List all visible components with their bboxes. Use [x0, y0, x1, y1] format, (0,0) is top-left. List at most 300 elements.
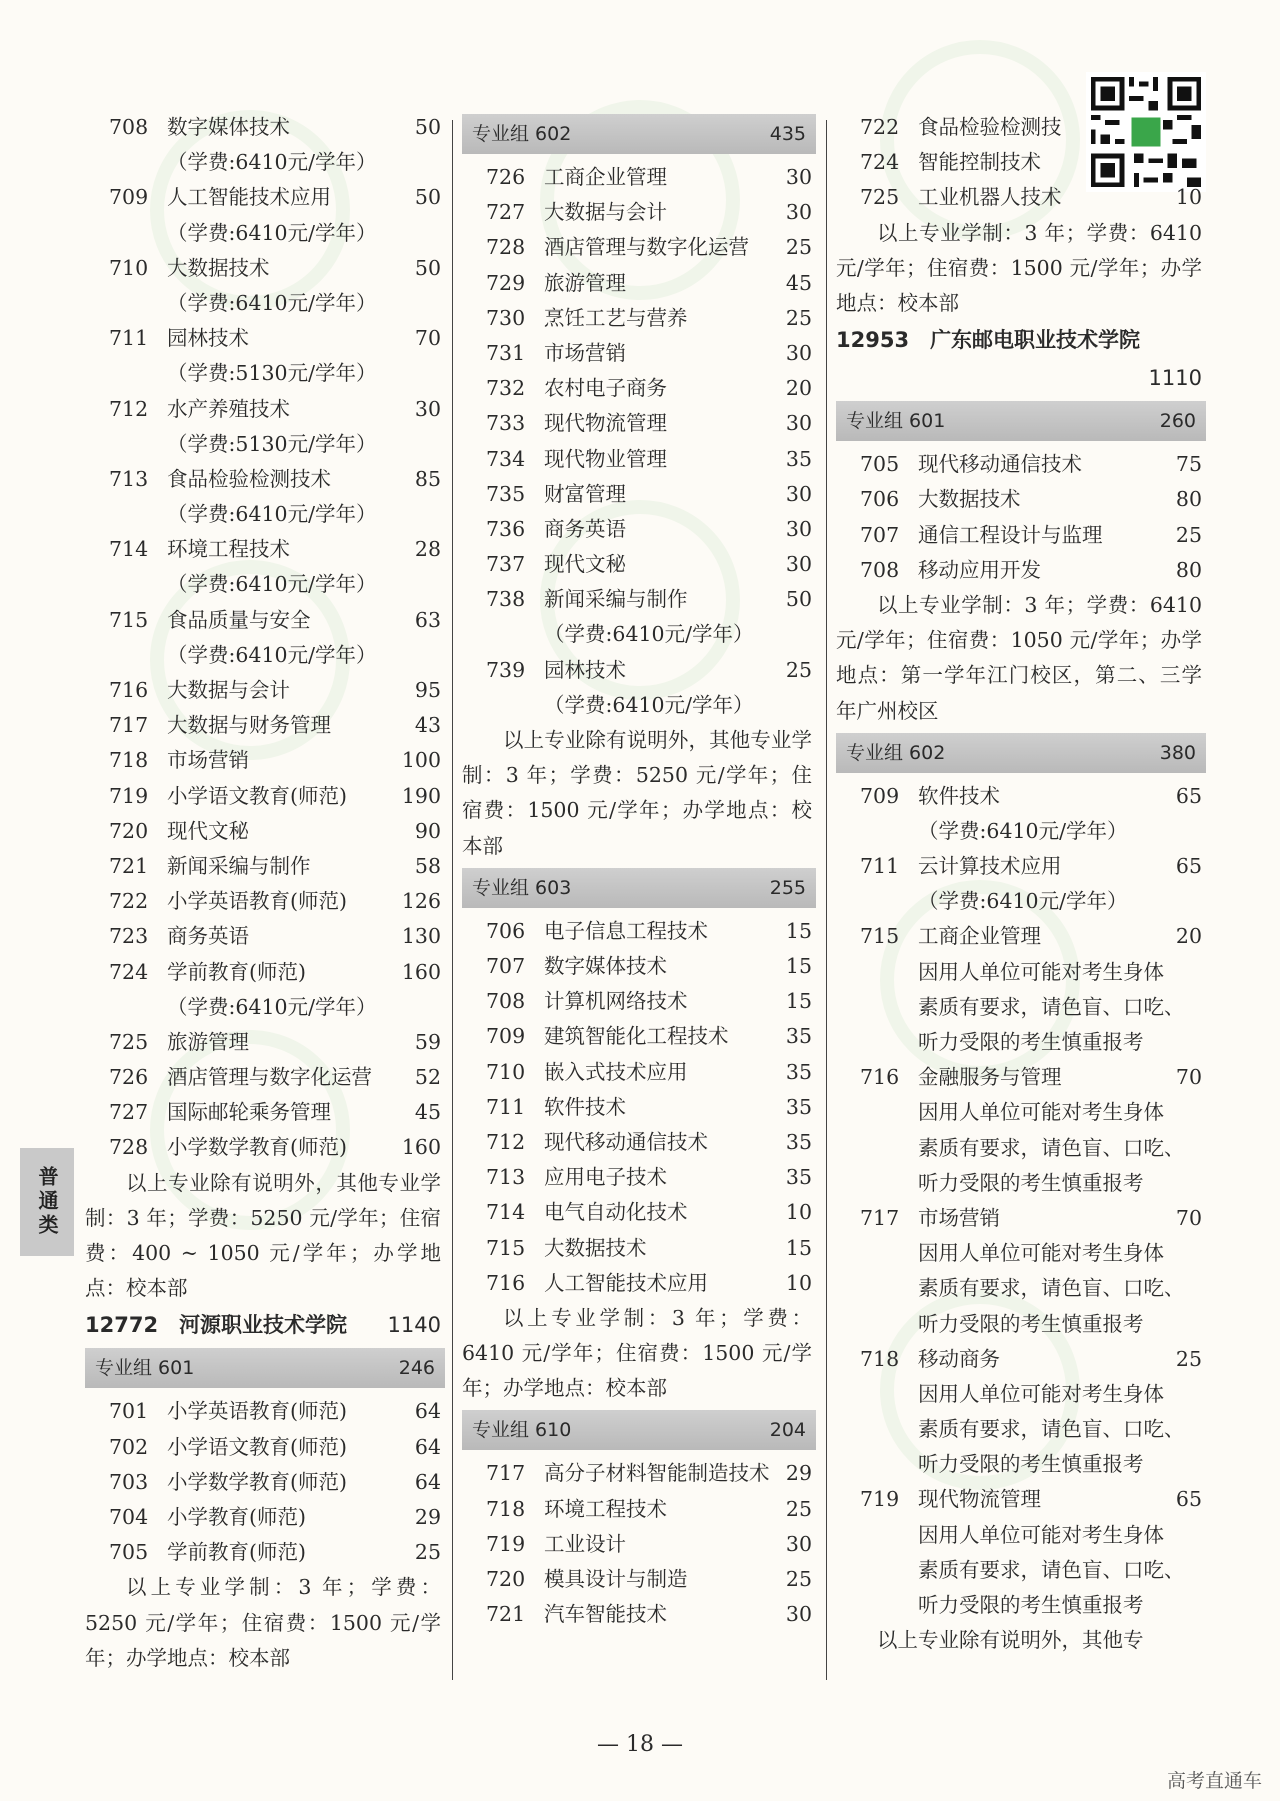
enrollment-count: 10 [785, 1270, 812, 1295]
group-label: 专业组 603 [472, 876, 572, 899]
table-row [836, 1060, 1206, 1095]
enrollment-count: 126 [401, 889, 441, 914]
program-code: 706 [860, 487, 900, 512]
enrollment-count: 75 [1175, 452, 1202, 477]
program-code: 712 [109, 396, 149, 421]
program-name: 市场营销 [167, 748, 249, 773]
tuition-note: （学费:6410元/学年） [918, 818, 1128, 843]
restriction-note: 因用人单位可能对考生身体 [918, 1522, 1164, 1547]
enrollment-count: 25 [1175, 522, 1202, 547]
program-code: 718 [860, 1346, 900, 1371]
enrollment-count: 190 [401, 783, 441, 808]
group-label: 专业组 602 [846, 741, 946, 764]
enrollment-count: 52 [414, 1065, 441, 1090]
program-name: 商务英语 [544, 516, 626, 541]
college-quota: 1110 [1148, 366, 1202, 391]
program-name: 现代物流管理 [918, 1487, 1041, 1512]
enrollment-count: 45 [414, 1100, 441, 1125]
enrollment-count: 29 [785, 1461, 812, 1486]
program-note: 以上专业学制：3 年；学费：6410 元/学年；住宿费：1500 元/学年；办学地点：校本部 [836, 220, 1202, 315]
enrollment-count: 25 [785, 1567, 812, 1592]
program-code: 713 [109, 466, 149, 491]
table-row [462, 406, 816, 441]
table-row [85, 849, 445, 884]
program-code: 710 [109, 255, 149, 280]
table-row [85, 1430, 445, 1465]
enrollment-count: 35 [785, 1059, 812, 1084]
table-row [462, 1160, 816, 1195]
table-row [462, 1195, 816, 1230]
table-row [85, 462, 445, 497]
group-label: 专业组 610 [472, 1419, 572, 1442]
program-code: 719 [109, 783, 149, 808]
program-code: 732 [486, 376, 526, 401]
table-row [462, 301, 816, 336]
restriction-note: 听力受限的考生慎重报考 [918, 1170, 1144, 1195]
table-row [836, 849, 1206, 884]
table-row [462, 1055, 816, 1090]
program-name: 通信工程设计与监理 [918, 522, 1103, 547]
table-row [85, 392, 445, 427]
table-row [836, 1201, 1206, 1236]
column-2 [462, 110, 816, 1632]
program-name: 学前教育(师范) [167, 1540, 306, 1565]
program-code: 714 [486, 1200, 526, 1225]
tuition-note: （学费:6410元/学年） [544, 692, 754, 717]
enrollment-count: 10 [785, 1200, 812, 1225]
program-name: 农村电子商务 [544, 376, 667, 401]
program-code: 717 [486, 1461, 526, 1486]
program-name: 软件技术 [544, 1094, 626, 1119]
program-name: 移动商务 [918, 1346, 1000, 1371]
program-name: 园林技术 [544, 657, 626, 682]
college-header [836, 321, 1206, 397]
table-row [85, 180, 445, 215]
table-row [85, 779, 445, 814]
table-row [836, 518, 1206, 553]
table-row [462, 266, 816, 301]
table-row [85, 884, 445, 919]
enrollment-count: 130 [401, 924, 441, 949]
enrollment-count: 160 [401, 1135, 441, 1160]
enrollment-count: 15 [785, 1235, 812, 1260]
program-name: 小学语文教育(师范) [167, 783, 347, 808]
college-name: 河源职业技术学院 [179, 1313, 348, 1338]
program-code: 711 [486, 1094, 526, 1119]
enrollment-count: 15 [785, 989, 812, 1014]
enrollment-count: 30 [785, 481, 812, 506]
group-label: 专业组 601 [846, 410, 946, 433]
table-row [462, 1562, 816, 1597]
program-name: 食品检验检测技术 [167, 466, 331, 491]
program-name: 工商企业管理 [918, 924, 1041, 949]
group-quota: 260 [1159, 410, 1196, 433]
program-code: 707 [486, 954, 526, 978]
enrollment-count: 35 [785, 446, 812, 471]
table-row [85, 814, 445, 849]
program-name: 大数据技术 [918, 487, 1021, 512]
program-name: 小学数学教育(师范) [167, 1469, 347, 1494]
program-code: 709 [486, 1024, 526, 1049]
program-code: 719 [860, 1487, 900, 1512]
enrollment-count: 15 [785, 918, 812, 943]
program-name: 软件技术 [918, 783, 1000, 808]
enrollment-count: 15 [785, 954, 812, 978]
program-name: 电子信息工程技术 [544, 918, 708, 943]
restriction-note: 因用人单位可能对考生身体 [918, 1241, 1164, 1266]
group-quota: 435 [769, 123, 806, 145]
table-row [85, 1060, 445, 1095]
program-code: 715 [486, 1235, 526, 1260]
program-name: 金融服务与管理 [918, 1065, 1062, 1090]
enrollment-count: 35 [785, 1024, 812, 1049]
program-name: 新闻采编与制作 [544, 587, 688, 612]
table-row [462, 1125, 816, 1160]
table-row [462, 582, 816, 617]
program-name: 大数据与财务管理 [167, 713, 331, 738]
program-name: 小学数学教育(师范) [167, 1135, 347, 1160]
enrollment-count: 65 [1175, 854, 1202, 879]
program-name: 电气自动化技术 [544, 1200, 688, 1225]
tuition-note: （学费:6410元/学年） [544, 622, 754, 647]
enrollment-count: 50 [414, 255, 441, 280]
table-row [836, 553, 1206, 588]
enrollment-count: 25 [785, 235, 812, 260]
program-code: 719 [486, 1531, 526, 1556]
enrollment-count: 20 [1175, 924, 1202, 949]
program-code: 733 [486, 411, 526, 436]
enrollment-count: 64 [414, 1469, 441, 1494]
program-code: 708 [109, 115, 149, 139]
enrollment-count: 30 [785, 552, 812, 577]
program-name: 新闻采编与制作 [167, 853, 311, 878]
college-code: 12772 [85, 1313, 159, 1338]
enrollment-count: 30 [785, 1602, 812, 1627]
program-code: 716 [860, 1065, 900, 1090]
table-row [85, 1130, 445, 1165]
restriction-note: 素质有要求，请色盲、口吃、 [918, 1557, 1185, 1582]
table-row [462, 512, 816, 547]
enrollment-count: 30 [414, 396, 441, 421]
restriction-note: 因用人单位可能对考生身体 [918, 1100, 1164, 1125]
enrollment-count: 65 [1175, 1487, 1202, 1512]
program-name: 环境工程技术 [544, 1496, 667, 1521]
restriction-note: 素质有要求，请色盲、口吃、 [918, 1276, 1185, 1301]
enrollment-count: 50 [785, 587, 812, 612]
program-note: 以上专业学制：3 年；学费：6410 元/学年；住宿费：1050 元/学年；办学地点：第一学年江门校区，第二、三学年广州校区 [836, 592, 1202, 723]
enrollment-count: 28 [414, 537, 441, 562]
program-name: 现代物业管理 [544, 446, 667, 471]
program-code: 709 [109, 185, 149, 210]
program-name: 工业设计 [544, 1531, 626, 1556]
program-note: 以上专业学制：3 年；学费：5250 元/学年；住宿费：1500 元/学年；办学地点：校本部 [85, 1575, 441, 1670]
restriction-note: 听力受限的考生慎重报考 [918, 1593, 1144, 1618]
table-row [462, 336, 816, 371]
table-row [462, 1527, 816, 1562]
program-code: 718 [109, 748, 149, 773]
program-code: 705 [109, 1540, 149, 1565]
enrollment-count: 25 [785, 305, 812, 330]
program-code: 728 [109, 1135, 149, 1160]
program-name: 食品质量与安全 [167, 607, 311, 632]
enrollment-count: 30 [785, 516, 812, 541]
table-row [462, 371, 816, 406]
table-row [462, 1231, 816, 1266]
restriction-note: 素质有要求，请色盲、口吃、 [918, 1417, 1185, 1442]
program-name: 烹饪工艺与营养 [544, 305, 688, 330]
program-code: 724 [109, 959, 149, 984]
program-code: 726 [109, 1065, 149, 1090]
program-code: 727 [109, 1100, 149, 1125]
program-name: 现代文秘 [544, 552, 626, 577]
enrollment-count: 100 [401, 748, 441, 773]
program-name: 环境工程技术 [167, 537, 290, 562]
program-name: 旅游管理 [544, 270, 626, 295]
program-code: 734 [486, 446, 526, 471]
table-row [836, 1482, 1206, 1517]
enrollment-count: 10 [1175, 185, 1202, 210]
program-code: 739 [486, 657, 526, 682]
program-code: 712 [486, 1129, 526, 1154]
program-code: 716 [109, 678, 149, 702]
tuition-note: （学费:6410元/学年） [167, 290, 377, 315]
group-quota: 255 [769, 876, 806, 899]
table-row [85, 919, 445, 954]
enrollment-count: 64 [414, 1434, 441, 1459]
tuition-note: （学费:6410元/学年） [167, 502, 377, 527]
table-row [462, 477, 816, 512]
table-row [836, 110, 1206, 145]
program-code: 721 [109, 853, 149, 878]
program-code: 735 [486, 481, 526, 506]
enrollment-count: 160 [401, 959, 441, 984]
enrollment-count: 43 [414, 713, 441, 738]
enrollment-count: 70 [1175, 1065, 1202, 1090]
enrollment-count: 80 [1175, 487, 1202, 512]
program-name: 现代物流管理 [544, 411, 667, 436]
program-name: 学前教育(师范) [167, 959, 306, 984]
program-note: 以上专业除有说明外，其他专 [877, 1628, 1144, 1653]
table-row [85, 1465, 445, 1500]
program-name: 汽车智能技术 [544, 1602, 667, 1627]
program-code: 720 [109, 818, 149, 843]
group-header [836, 401, 1206, 441]
program-name: 园林技术 [167, 326, 249, 351]
group-header [462, 1410, 816, 1450]
program-code: 722 [109, 889, 149, 914]
program-name: 旅游管理 [167, 1029, 249, 1054]
program-name: 现代移动通信技术 [544, 1129, 708, 1154]
program-name: 计算机网络技术 [544, 989, 688, 1014]
college-quota: 1140 [387, 1313, 441, 1338]
table-row [85, 251, 445, 286]
enrollment-count: 35 [785, 1129, 812, 1154]
table-row [462, 949, 816, 984]
program-name: 水产养殖技术 [167, 396, 290, 421]
program-code: 705 [860, 452, 900, 477]
program-name: 大数据与会计 [167, 678, 290, 702]
column-3 [836, 110, 1206, 1658]
program-name: 人工智能技术应用 [167, 185, 331, 210]
enrollment-count: 25 [1175, 1346, 1202, 1371]
column-divider [826, 120, 827, 1680]
college-header [85, 1306, 445, 1344]
program-name: 小学英语教育(师范) [167, 889, 347, 914]
enrollment-count: 50 [414, 185, 441, 210]
enrollment-count: 25 [785, 1496, 812, 1521]
enrollment-count: 25 [414, 1540, 441, 1565]
program-code: 730 [486, 305, 526, 330]
table-row [462, 1456, 816, 1491]
table-row [836, 482, 1206, 517]
enrollment-count: 30 [785, 340, 812, 365]
enrollment-count: 50 [414, 115, 441, 139]
page-number: — 18 — [597, 1732, 683, 1757]
table-row [85, 321, 445, 356]
enrollment-count: 30 [785, 165, 812, 189]
program-name: 高分子材料智能制造技术 [544, 1461, 770, 1486]
program-name: 现代移动通信技术 [918, 452, 1082, 477]
program-name: 应用电子技术 [544, 1165, 667, 1190]
table-row [462, 984, 816, 1019]
program-code: 720 [486, 1567, 526, 1592]
table-row [836, 779, 1206, 814]
program-name: 大数据技术 [544, 1235, 647, 1260]
enrollment-count: 70 [1175, 1205, 1202, 1230]
table-row [85, 743, 445, 778]
program-name: 工商企业管理 [544, 165, 667, 189]
program-name: 大数据与会计 [544, 200, 667, 225]
table-row [462, 160, 816, 195]
program-name: 财富管理 [544, 481, 626, 506]
restriction-note: 因用人单位可能对考生身体 [918, 1381, 1164, 1406]
enrollment-count: 95 [414, 678, 441, 702]
program-code: 710 [486, 1059, 526, 1084]
table-row [85, 532, 445, 567]
group-label: 专业组 602 [472, 123, 572, 145]
program-code: 714 [109, 537, 149, 562]
program-name: 小学教育(师范) [167, 1505, 306, 1529]
college-code: 12953 [836, 328, 910, 353]
program-code: 725 [109, 1029, 149, 1054]
table-row [836, 447, 1206, 482]
enrollment-count: 30 [785, 1531, 812, 1556]
program-note: 以上专业除有说明外，其他专业学制：3 年；学费：5250 元/学年；住宿费：1500 元/学年；办学地点：校本部 [462, 728, 812, 858]
program-code: 722 [860, 115, 900, 139]
enrollment-count: 80 [1175, 557, 1202, 582]
enrollment-count: 30 [785, 411, 812, 436]
program-name: 大数据技术 [167, 255, 270, 280]
program-code: 736 [486, 516, 526, 541]
group-header [462, 114, 816, 154]
restriction-note: 听力受限的考生慎重报考 [918, 1452, 1144, 1477]
program-code: 717 [860, 1205, 900, 1230]
program-name: 工业机器人技术 [918, 185, 1062, 210]
program-code: 725 [860, 185, 900, 210]
enrollment-count: 65 [1175, 783, 1202, 808]
column-1 [85, 110, 445, 1676]
program-code: 718 [486, 1496, 526, 1521]
restriction-note: 听力受限的考生慎重报考 [918, 1030, 1144, 1055]
program-name: 酒店管理与数字化运营 [544, 235, 749, 260]
enrollment-count: 64 [414, 1399, 441, 1424]
program-code: 724 [860, 150, 900, 175]
enrollment-count: 63 [414, 607, 441, 632]
program-code: 715 [109, 607, 149, 632]
group-header [85, 1348, 445, 1388]
program-code: 703 [109, 1469, 149, 1494]
program-name: 小学英语教育(师范) [167, 1399, 347, 1424]
program-code: 709 [860, 783, 900, 808]
tuition-note: （学费:6410元/学年） [167, 220, 377, 245]
program-code: 713 [486, 1165, 526, 1190]
program-code: 731 [486, 340, 526, 365]
program-name: 市场营销 [918, 1205, 1000, 1230]
program-name: 模具设计与制造 [544, 1567, 688, 1592]
program-code: 701 [109, 1399, 149, 1424]
group-quota: 246 [398, 1357, 435, 1380]
table-row [836, 145, 1206, 180]
footer-brand: 高考直通车 [1166, 1770, 1262, 1792]
group-header [462, 868, 816, 908]
program-code: 728 [486, 235, 526, 260]
program-name: 市场营销 [544, 340, 626, 365]
tuition-note: （学费:6410元/学年） [167, 994, 377, 1019]
group-quota: 380 [1159, 741, 1196, 764]
enrollment-count: 25 [785, 657, 812, 682]
program-name: 数字媒体技术 [167, 115, 290, 139]
tuition-note: （学费:5130元/学年） [167, 431, 377, 456]
table-row [85, 673, 445, 708]
program-code: 711 [109, 326, 149, 351]
enrollment-count: 59 [414, 1029, 441, 1054]
enrollment-count: 85 [414, 466, 441, 491]
program-code: 729 [486, 270, 526, 295]
program-name: 人工智能技术应用 [544, 1270, 708, 1295]
column-divider [452, 120, 453, 1680]
program-code: 721 [486, 1602, 526, 1627]
program-code: 708 [860, 557, 900, 582]
enrollment-count: 45 [785, 270, 812, 295]
table-row [85, 1025, 445, 1060]
program-code: 715 [860, 924, 900, 949]
enrollment-count: 58 [414, 853, 441, 878]
enrollment-count: 30 [785, 200, 812, 225]
table-row [462, 230, 816, 265]
program-code: 706 [486, 918, 526, 943]
program-name: 国际邮轮乘务管理 [167, 1100, 331, 1125]
program-name: 云计算技术应用 [918, 854, 1062, 879]
enrollment-count: 35 [785, 1165, 812, 1190]
program-code: 723 [109, 924, 149, 949]
table-row [462, 1019, 816, 1054]
tuition-note: （学费:6410元/学年） [167, 150, 377, 175]
program-code: 707 [860, 522, 900, 547]
table-row [85, 603, 445, 638]
tuition-note: （学费:5130元/学年） [167, 361, 377, 386]
group-header [836, 733, 1206, 773]
enrollment-count: 20 [785, 376, 812, 401]
program-name: 嵌入式技术应用 [544, 1059, 688, 1084]
program-name: 建筑智能化工程技术 [544, 1024, 729, 1049]
tuition-note: （学费:6410元/学年） [167, 642, 377, 667]
table-row [462, 1597, 816, 1632]
table-row [85, 1535, 445, 1570]
table-row [85, 110, 445, 145]
table-row [836, 180, 1206, 215]
program-code: 717 [109, 713, 149, 738]
program-note: 以上专业学制：3 年；学费：6410 元/学年；住宿费：1500 元/学年；办学地点：校本部 [462, 1305, 812, 1401]
